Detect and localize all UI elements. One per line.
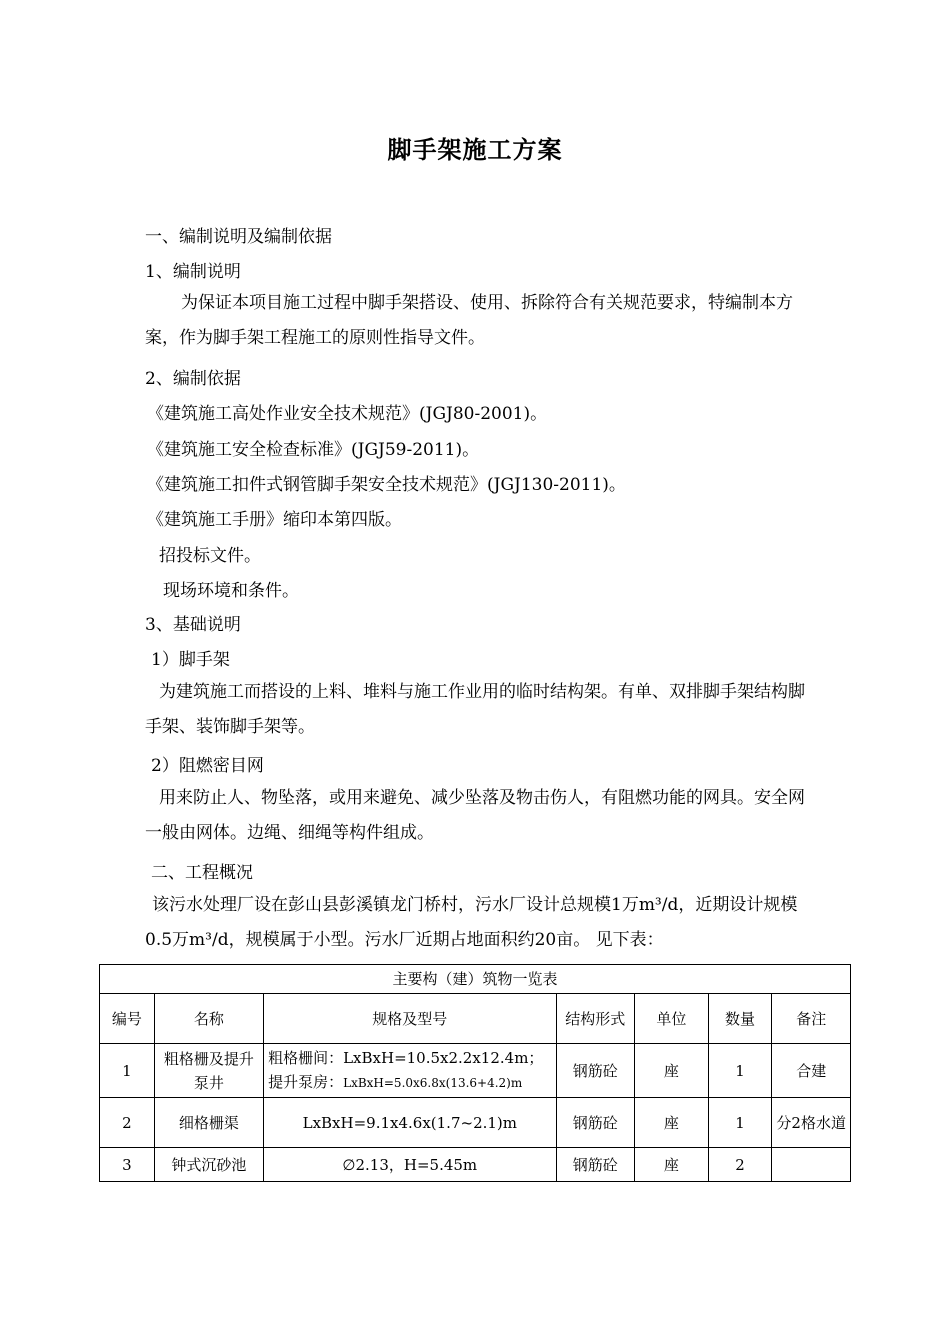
cell-structure: 钢筋砼 [556,1098,635,1148]
col-header-spec: 规格及型号 [264,994,556,1044]
cell-qty: 1 [708,1098,772,1148]
buildings-table [99,964,851,1182]
table-header-row [100,994,851,1044]
section-1-1-heading: 1、编制说明 [145,262,241,282]
cell-spec-part: 粗格栅间：LxBxH=10.5x2.2x12.4m；提升泵房： [268,1049,544,1091]
section-2-heading: 二、工程概况 [151,863,253,883]
cell-no: 2 [100,1098,155,1148]
cell-structure: 钢筋砼 [556,1148,635,1182]
basis-item: 《建筑施工扣件式钢管脚手架安全技术规范》(JGJ130-2011)。 [147,475,626,495]
cell-no: 1 [100,1044,155,1098]
cell-qty: 2 [708,1148,772,1182]
cell-spec [264,1044,556,1098]
basis-item: 《建筑施工手册》缩印本第四版。 [147,510,402,530]
cell-note [772,1148,851,1182]
item-1-heading: 1）脚手架 [151,650,230,670]
section-1-heading: 一、编制说明及编制依据 [145,227,332,247]
cell-qty: 1 [708,1044,772,1098]
table-row [100,1098,851,1148]
section-1-3-heading: 3、基础说明 [145,615,241,635]
col-header-qty: 数量 [708,994,772,1044]
col-header-unit: 单位 [635,994,709,1044]
item-1-paragraph: 为建筑施工而搭设的上料、堆料与施工作业用的临时结构架。有单、双排脚手架结构脚手架、装饰脚手架等。 [145,682,805,737]
cell-spec: ∅2.13，H=5.45m [264,1148,556,1182]
cell-name: 钟式沉砂池 [154,1148,263,1182]
cell-name: 细格栅渠 [154,1098,263,1148]
document-title: 脚手架施工方案 [387,135,563,164]
col-header-structure: 结构形式 [556,994,635,1044]
table-row [100,1044,851,1098]
col-header-name: 名称 [154,994,263,1044]
col-header-note: 备注 [772,994,851,1044]
section-1-2-heading: 2、编制依据 [145,369,241,389]
item-2-heading: 2）阻燃密目网 [151,756,264,776]
cell-note: 分2格水道 [772,1098,851,1148]
cell-unit: 座 [635,1148,709,1182]
section-2-paragraph: 该污水处理厂设在彭山县彭溪镇龙门桥村，污水厂设计总规模1万m³/d，近期设计规模0.5万m³/d，规模属于小型。污水厂近期占地面积约20亩。 见下表： [145,895,798,950]
item-2-paragraph: 用来防止人、物坠落，或用来避免、减少坠落及物击伤人，有阻燃功能的网具。安全网一般由网体。边绳、细绳等构件组成。 [145,788,805,843]
cell-unit: 座 [635,1044,709,1098]
cell-unit: 座 [635,1098,709,1148]
col-header-no: 编号 [100,994,155,1044]
table-row [100,1148,851,1182]
section-1-1-paragraph: 为保证本项目施工过程中脚手架搭设、使用、拆除符合有关规范要求，特编制本方案，作为脚手架工程施工的原则性指导文件。 [145,293,793,348]
cell-note: 合建 [772,1044,851,1098]
cell-no: 3 [100,1148,155,1182]
cell-name: 粗格栅及提升泵井 [154,1044,263,1098]
basis-item: 现场环境和条件。 [163,581,299,601]
basis-item: 《建筑施工高处作业安全技术规范》(JGJ80-2001)。 [147,404,548,424]
table-caption: 主要构（建）筑物一览表 [100,965,851,994]
basis-item: 《建筑施工安全检查标准》(JGJ59-2011)。 [147,440,480,460]
cell-spec-part: LxBxH=5.0x6.8x(13.6+4.2)m [343,1076,523,1090]
cell-structure: 钢筋砼 [556,1044,635,1098]
basis-item: 招投标文件。 [159,546,261,566]
cell-spec: LxBxH=9.1x4.6x(1.7~2.1)m [264,1098,556,1148]
